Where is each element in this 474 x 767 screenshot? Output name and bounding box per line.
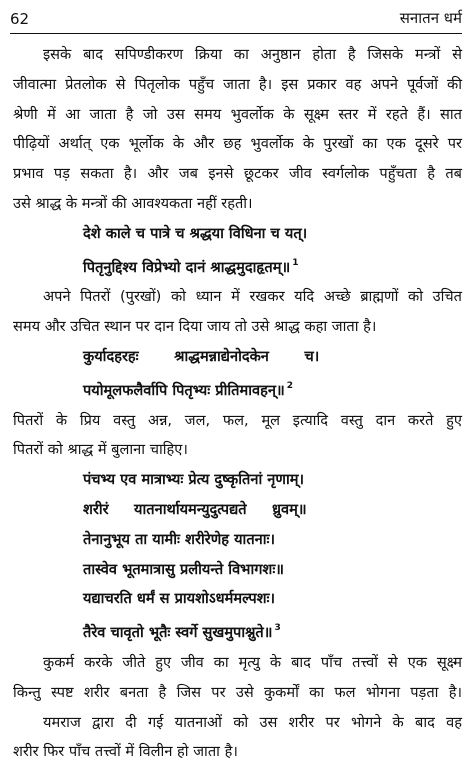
verse-line-text: पितृनुद्दिश्य विप्रेभ्यो दानं श्राद्धमुदाहृतम्॥: [83, 258, 291, 276]
header-rule: [10, 33, 462, 34]
verse-line: [83, 249, 462, 283]
verse-daily-shraddha: [13, 342, 462, 406]
text-line: यमराज द्वारा दी गई यातनाओं को उस शरीर पर भोगने के बाद वह: [43, 713, 462, 731]
text-line: इसके बाद सपिण्डीकरण क्रिया का अनुष्ठान होता है जिसके मन्त्रों से: [43, 46, 462, 63]
verse-line-text: तैरेव चावृतो भूतैः स्वर्गे सुखमुपाश्नुते॥: [83, 624, 273, 642]
page-number: 62: [10, 10, 30, 28]
verse-line: [83, 614, 462, 648]
footnote-marker: 1: [292, 257, 299, 268]
text-line: कुकर्म करके जीते हुए जीव का मृत्यु के बाद पाँच तत्त्वों से एक सूक्ष्म: [43, 653, 462, 671]
paragraph-pitar-invitation: [13, 406, 462, 466]
page-header: [10, 6, 462, 32]
text-line: पीढ़ियों अर्थात् एक भूर्लोक के और छह भुवर्लोक के पुरखों का एक दूसरे पर: [13, 135, 462, 153]
verse-line: शरीरं यातनार्थायमन्युदुत्पद्यते ध्रुवम्॥: [83, 500, 307, 518]
footnote-marker: 2: [286, 380, 293, 391]
verse-line-text: पयोमूलफलैर्वापि पितृभ्यः प्रीतिमावहन्॥: [83, 381, 285, 399]
running-title: सनातन धर्म: [399, 9, 462, 27]
text-line: पितरों के प्रिय वस्तु अन्न, जल, फल, मूल इत्यादि वस्तु दान करते हुए: [13, 411, 462, 429]
paragraph-yamaraj: [13, 708, 462, 767]
text-line: शरीर फिर पाँच तत्त्वों में विलीन हो जाता है।: [13, 743, 238, 761]
verse-line: तास्वेव भूतमात्रासु प्रलीयन्ते विभागशः॥: [83, 560, 285, 578]
verse-line: पंचभ्य एव मात्राभ्यः प्रेत्य दुष्कृतिनां नृणाम्।: [83, 471, 304, 489]
text-line: किन्तु स्पष्ट शरीर बनता है जिस पर उसे कुकर्मों का फल भोगना पड़ता है।: [13, 683, 462, 701]
verse-shraddha-definition: [13, 219, 462, 283]
page-content: [13, 40, 462, 767]
text-line: समय और उचित स्थान पर दान दिया जाय तो उसे श्राद्ध कहा जाता है।: [13, 318, 377, 336]
verse-line: तेनानुभूय ता यामीः शरीरेणेह यातनाः।: [83, 530, 276, 548]
paragraph-sapindikaran: [13, 40, 462, 219]
text-line: पितरों को श्राद्ध में बुलाना चाहिए।: [13, 441, 188, 459]
verse-yatana: [13, 465, 462, 648]
footnote-marker: 3: [274, 623, 281, 634]
text-line: श्रेणी में आ जाता है जो उस समय भुवर्लोक के सूक्ष्म स्तर में रहते हैं। सात: [13, 105, 462, 123]
text-line: अपने पितरों (पुरखों) को ध्यान में रखकर यदि अच्छे ब्राह्मणों को उचित: [43, 288, 462, 306]
text-line: जीवात्मा प्रेतलोक से पितृलोक पहुँच जाता है। इस प्रकार वह अपने पूर्वजों की: [13, 75, 462, 93]
text-line: उसे श्राद्ध के मन्त्रों की आवश्यकता नहीं रहती।: [13, 194, 253, 212]
paragraph-ancestors-donation: [13, 282, 462, 342]
verse-line: यद्याचरति धर्मं स प्रायशोऽधर्ममल्पशः।: [83, 590, 276, 608]
paragraph-subtle-body: [13, 648, 462, 708]
text-line: प्रभाव पड़ सकता है। और जब इनसे छूटकर जीव स्वर्गलोक पहुँचता है तब: [13, 165, 462, 183]
verse-line: [83, 372, 462, 406]
verse-line: देशे काले च पात्रे च श्रद्धया विधिना च यत्।: [83, 224, 308, 242]
verse-line: कुर्यादहरहः श्राद्धमन्नाद्येनोदकेन च।: [83, 347, 320, 365]
